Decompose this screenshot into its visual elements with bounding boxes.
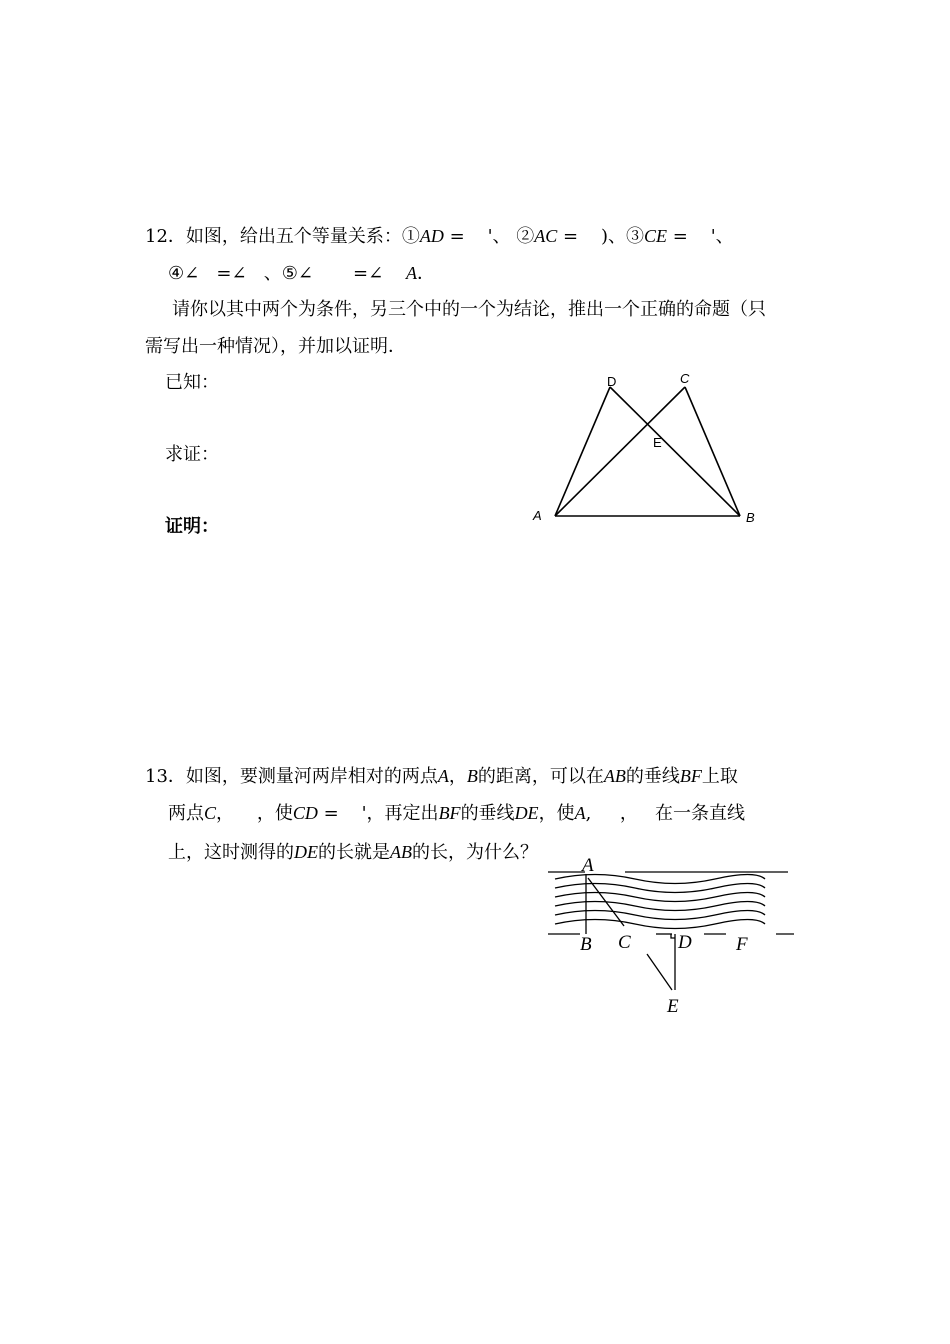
q13-text-l: 的长就是 [318,842,390,863]
q13-text-d: 上取 [701,766,738,787]
q13-point-b: B [466,766,478,786]
q12-line1 [145,224,734,249]
q12-eq1: = '、 ② [443,226,535,247]
q13-bf: BF [679,766,702,786]
q13-de2: DE [294,842,318,862]
q12-angle-a: A [406,263,418,283]
q12-eq3: = '、 [667,226,734,247]
q13-comma: ， [448,766,467,787]
q13-ab2: AB [390,842,412,862]
q13-line3 [168,840,538,865]
q12-line2 [168,261,435,286]
q13-bf2: BF [438,803,461,823]
q13-text-m: 的长，为什么？ [412,842,538,863]
label-c: C [680,371,690,386]
q13-point-a: A [437,766,449,786]
label-e: E [653,435,662,450]
q12-ad: AD [419,226,444,246]
q12-line4: 需写出一种情况），并加以证明． [145,336,406,357]
q12-proof-label: 证明： [165,516,219,537]
q13-text-b: 的距离，可以在 [477,766,604,787]
q12-prove-label: 求证： [165,444,219,465]
q13-line1 [145,764,738,789]
q12-ac: AC [534,226,558,246]
q12-ce: CE [644,226,668,246]
q12-line3: 请你以其中两个为条件，另三个中的一个为结论，推出一个正确的命题（只 [172,299,766,320]
label-a: A [533,508,542,523]
q13-text-k: 上，这时测得的 [168,842,294,863]
q12-number: 12． [145,226,186,247]
q13-text-g: = '，再定出 [317,803,439,824]
q13-text-a: 如图，要测量河两岸相对的两点 [185,766,438,787]
q13-text-h: 的垂线 [460,803,515,824]
q12-known-label: 已知： [165,372,219,393]
label-f: F [736,934,748,955]
label-e: E [667,996,679,1017]
q13-point-c: C [204,803,217,823]
segment-ac [555,387,685,516]
q13-point-a2: A [574,803,586,823]
q13-ab: AB [603,766,626,786]
label-b: B [580,934,592,955]
segment-ce [647,954,672,990]
q13-text-i: ，使 [538,803,575,824]
label-d: D [607,374,617,389]
segment-bc [685,387,740,516]
q13-text-c: 的垂线 [625,766,680,787]
label-a: A [582,855,594,876]
q12-intro: 如图，给出五个等量关系：① [185,226,420,247]
q12-angle-relations: ④∠ =∠ 、⑤∠ =∠ [168,263,407,284]
q12-line2-end: ． [417,263,436,284]
segment-bd [610,387,740,516]
q13-cd: CD [292,803,318,823]
q13-line2 [168,801,745,826]
q12-eq2: = )、③ [557,226,645,247]
q13-river-figure [540,852,810,1022]
q13-number: 13． [145,766,186,787]
segment-ad [555,387,610,516]
label-d: D [678,932,692,953]
q13-text-j: , ， 在一条直线 [585,803,746,824]
q13-text-f: ， ，使 [216,803,293,824]
q12-triangle-figure [520,365,770,535]
label-b: B [746,510,755,525]
q13-de: DE [514,803,539,823]
q13-text-e: 两点 [168,803,204,824]
label-c: C [618,932,631,953]
